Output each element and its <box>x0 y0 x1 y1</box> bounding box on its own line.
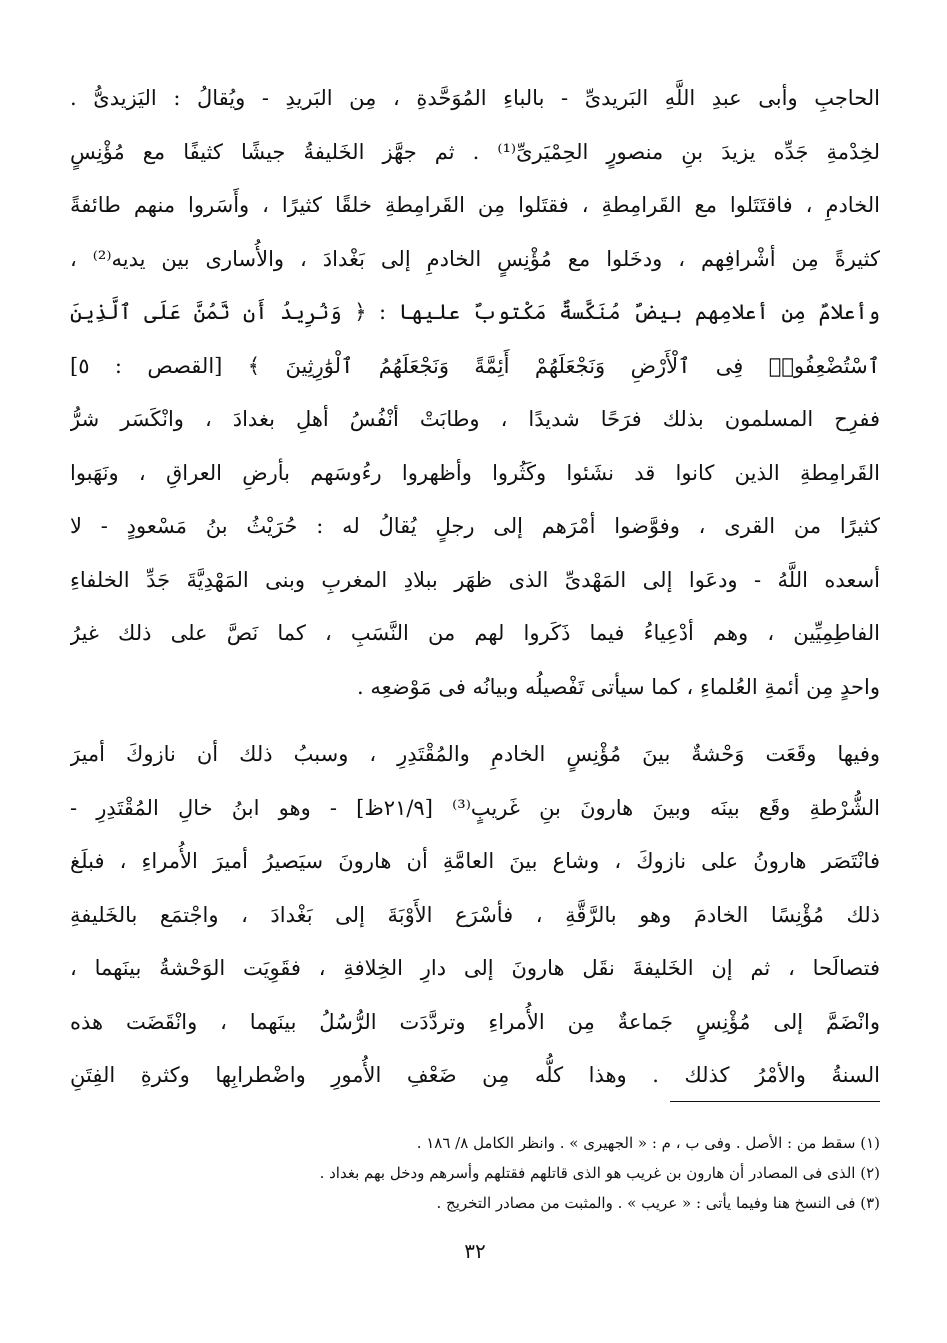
footnotes <box>70 1128 880 1218</box>
text-line-9: كثيرًا من القرى ، وفوَّضوا أمْرَهم إلى رجلٍ يُقالُ له : حُرَيْثُ بنُ مَسْعودٍ - لا <box>70 514 880 538</box>
text-line-15: فانْتَصَر هارونُ على نازوكَ ، وشاع بينَ العامَّةِ أن هارونَ سيَصيرُ أميرَ الأُمراءِ ، فبلَغ <box>70 849 880 873</box>
text-line-13: وفيها وقَعَت وَحْشةٌ بينَ مُؤْنِسٍ الخادمِ والمُقْتَدِرِ ، وسببُ ذلك أن نازوكَ أميرَ <box>70 742 880 766</box>
footnote-2: (٢) الذى فى المصادر أن هارون بن غريب هو الذى قاتلهم فقتلهم وأسرهم ودخل بهم بغداد . <box>319 1164 880 1182</box>
footnote-3: (٣) فى النسخ هنا وفيما يأتى : « عريب » . والمثبت من مصادر التخريج . <box>436 1194 880 1212</box>
footnote-divider <box>670 1101 880 1102</box>
page-number: ٣٢ <box>464 1239 486 1263</box>
main-text <box>70 72 880 1103</box>
quran-verse-line: ٱسْتُضْعِفُوا۟ فِى ٱلْأَرْضِ وَنَجْعَلَهُمْ أَئِمَّةً وَنَجْعَلَهُمُ ٱلْوَٰرِثِينَ ﴾ [القصص : ٥] <box>70 353 880 378</box>
text-line-10: أسعده اللَّهُ - ودعَوا إلى المَهْدىِّ الذى ظهَر ببلادِ المغربِ وبنى المَهْدِيَّةَ جَدِّ الخلفاءِ <box>70 567 880 592</box>
text-line-5: وأعلامٌ مِن أعلامِهم بيضٌ مُنَكَّسةٌ مَكْتوبٌ عليها : ﴿ وَنُرِيدُ أَن نَّمُنَّ عَلَى ٱلَّذِينَ <box>70 300 880 324</box>
text-line-1: الحاجبِ وأبى عبدِ اللَّهِ البَريدىِّ - بالباءِ المُوَحَّدةِ ، مِن البَريدِ - ويُقالُ : اليَزيدىُّ . <box>70 86 880 110</box>
text-line-16: ذلك مُؤْنِسًا الخادمَ وهو بالرَّقَّةِ ، فأسْرَع الأَوْبَةَ إلى بَغْدادَ ، واجْتمَع بالخَليفةِ <box>70 902 880 927</box>
text-line-14: الشُّرْطةِ وقَع بينَه وبينَ هارونَ بنِ غَريبٍ⁽³⁾ [٢١/٩ظ] - وهو ابنُ خالِ المُقْتَدِرِ - <box>70 795 880 820</box>
text-line-11: الفاطِمِيِّين ، وهم أدْعِياءُ فيما ذَكَروا لهم من النَّسَبِ ، كما نَصَّ على ذلك غيرُ <box>70 621 880 645</box>
text-line-8: القَرامِطةِ الذين كانوا قد نشَئوا وكَثُروا وأظهروا رءُوسَهم بأرضِ العراقِ ، ونَهَبوا <box>70 460 880 485</box>
text-line-4: كثيرةً مِن أشْرافِهم ، ودخَلوا مع مُؤْنِسٍ الخادمِ إلى بَغْدادَ ، والأُسارى بين يديه⁽²⁾ ، <box>70 246 880 271</box>
text-line-3: الخادمِ ، فاقتَتَلوا مع القَرامِطةِ ، فقتَلوا مِن القَرامِطةِ خلقًا كثيرًا ، وأَسَروا منهم طائفةً <box>70 193 880 217</box>
paragraph-gap <box>70 714 880 728</box>
text-line-17: فتصالَحا ، ثم إن الخَليفةَ نقَل هارونَ إلى دارِ الخِلافةِ ، فقَوِيَت الوَحْشةُ بينَهما ، <box>70 956 880 980</box>
footnote-1: (١) سقط من : الأصل . وفى ب ، م : « الجهيرى » . وانظر الكامل ٨/ ١٨٦ . <box>416 1134 880 1152</box>
text-line-19: السنةُ والأمْرُ كذلك . وهذا كلُّه مِن ضَعْفِ الأُمورِ واضْطرابِها وكثرةِ الفِتَنِ <box>70 1063 880 1087</box>
text-line-12: واحدٍ مِن أئمةِ العُلماءِ ، كما سيأتى تَفْصيلُه وبيانُه فى مَوْضعِه . <box>356 674 880 699</box>
text-line-2: لخِدْمةِ جَدِّه يزيدَ بنِ منصورٍ الحِمْيَرىِّ⁽¹⁾ . ثم جهَّز الخَليفةُ جيشًا كثيفًا مع مُؤْنِسٍ <box>70 139 880 164</box>
text-line-7: ففرِح المسلمون بذلك فرَحًا شديدًا ، وطابَتْ أنْفُسُ أهلِ بغدادَ ، وانْكَسَر شرُّ <box>70 407 880 431</box>
text-line-18: وانْضَمَّ إلى مُؤْنِسٍ جَماعةٌ مِن الأُمراءِ وتردَّدَت الرُّسُلُ بينَهما ، وانْقَضَت هذه <box>70 1009 880 1034</box>
book-page <box>70 0 880 1343</box>
